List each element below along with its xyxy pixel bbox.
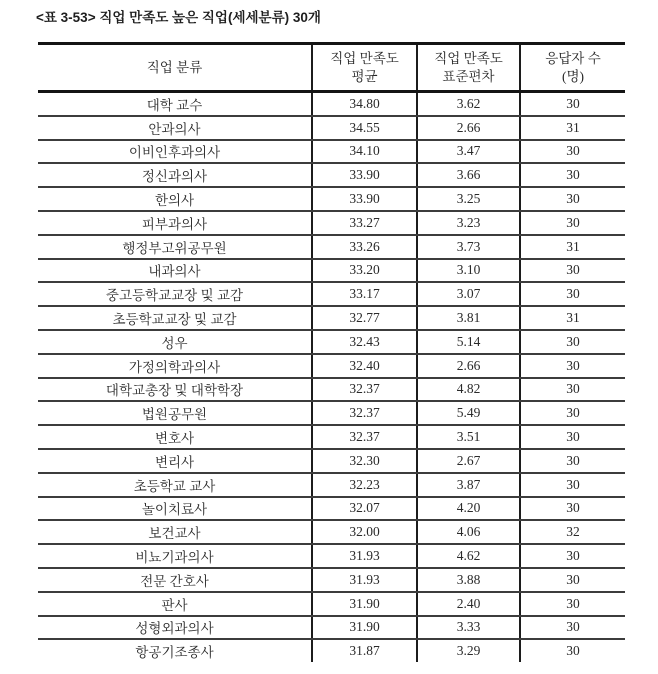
- respondents-cell: 30: [520, 259, 625, 283]
- table-row: [38, 163, 625, 187]
- mean-cell: 34.10: [312, 140, 417, 164]
- occupation-cell: 행정부고위공무원: [38, 235, 312, 259]
- occupation-cell: 놀이치료사: [38, 497, 312, 521]
- occupation-cell: 안과의사: [38, 116, 312, 140]
- table-row: [38, 259, 625, 283]
- stddev-cell: 5.49: [417, 401, 520, 425]
- respondents-cell: 30: [520, 92, 625, 116]
- stddev-cell: 3.81: [417, 306, 520, 330]
- mean-cell: 31.93: [312, 568, 417, 592]
- stddev-cell: 2.40: [417, 592, 520, 616]
- stddev-cell: 4.06: [417, 520, 520, 544]
- stddev-cell: 3.51: [417, 425, 520, 449]
- stddev-cell: 3.29: [417, 639, 520, 662]
- header-satisfaction-mean-line2: 평균: [351, 68, 378, 84]
- stddev-cell: 3.07: [417, 282, 520, 306]
- mean-cell: 32.23: [312, 473, 417, 497]
- mean-cell: 32.37: [312, 425, 417, 449]
- respondents-cell: 30: [520, 282, 625, 306]
- occupation-cell: 항공기조종사: [135, 645, 214, 661]
- respondents-cell: 32: [520, 520, 625, 544]
- occupation-cell: 판사: [38, 592, 312, 616]
- table-row: [38, 473, 625, 497]
- mean-cell: 31.90: [312, 592, 417, 616]
- mean-cell: 33.90: [312, 187, 417, 211]
- occupation-cell: 변리사: [38, 449, 312, 473]
- mean-cell: 33.17: [312, 282, 417, 306]
- table-row: [38, 140, 625, 164]
- table-row: [38, 520, 625, 544]
- respondents-cell: 30: [520, 378, 625, 402]
- mean-cell: 32.77: [312, 306, 417, 330]
- table-row: [38, 425, 625, 449]
- stddev-cell: 3.66: [417, 163, 520, 187]
- occupation-cell: 보건교사: [38, 520, 312, 544]
- header-satisfaction-mean: [312, 44, 417, 92]
- table-row: [38, 92, 625, 116]
- mean-cell: 32.37: [312, 378, 417, 402]
- table-row: [38, 497, 625, 521]
- respondents-cell: 30: [520, 187, 625, 211]
- stddev-cell: 3.87: [417, 473, 520, 497]
- respondents-cell: 30: [520, 401, 625, 425]
- occupation-cell: 중고등학교교장 및 교감: [38, 282, 312, 306]
- occupation-cell: 변호사: [38, 425, 312, 449]
- occupation-cell: 초등학교교장 및 교감: [38, 306, 312, 330]
- table-row: [38, 378, 625, 402]
- mean-cell: 34.55: [312, 116, 417, 140]
- table-row: [38, 616, 625, 640]
- stddev-cell: 5.14: [417, 330, 520, 354]
- respondents-cell: 30: [520, 449, 625, 473]
- stddev-cell: 3.33: [417, 616, 520, 640]
- header-respondents-line1: 응답자 수: [545, 50, 601, 66]
- table-row: [38, 282, 625, 306]
- mean-cell: 31.90: [312, 616, 417, 640]
- respondents-cell: 30: [520, 497, 625, 521]
- table-caption: <표 3-53> 직업 만족도 높은 직업(세세분류) 30개: [36, 10, 321, 25]
- occupation-cell: 정신과의사: [38, 163, 312, 187]
- respondents-cell: 30: [520, 163, 625, 187]
- mean-cell: 32.37: [312, 401, 417, 425]
- respondents-cell: 30: [520, 425, 625, 449]
- stddev-cell: 4.62: [417, 544, 520, 568]
- mean-cell: 32.00: [312, 520, 417, 544]
- table-row: [38, 592, 625, 616]
- header-satisfaction-stddev: [417, 44, 520, 92]
- occupation-cell: 성우: [38, 330, 312, 354]
- header-occupation: [38, 44, 312, 92]
- mean-cell: 34.80: [312, 92, 417, 116]
- header-respondents-line2: (명): [561, 68, 585, 84]
- occupation-cell: 대학교총장 및 대학학장: [38, 378, 312, 402]
- table-row: [38, 449, 625, 473]
- respondents-cell: 30: [520, 568, 625, 592]
- stddev-cell: 3.88: [417, 568, 520, 592]
- occupation-cell: 한의사: [38, 187, 312, 211]
- mean-cell: 33.27: [312, 211, 417, 235]
- stddev-cell: 3.25: [417, 187, 520, 211]
- header-satisfaction-stddev-line2: 표준편차: [442, 68, 495, 84]
- stddev-cell: 4.20: [417, 497, 520, 521]
- respondents-cell: 30: [520, 616, 625, 640]
- table-row: [38, 639, 625, 662]
- mean-cell: 32.40: [312, 354, 417, 378]
- table-row: [38, 235, 625, 259]
- mean-cell: 31.93: [312, 544, 417, 568]
- occupation-cell: 비뇨기과의사: [38, 544, 312, 568]
- occupation-cell: 내과의사: [38, 259, 312, 283]
- table-row: [38, 211, 625, 235]
- stddev-cell: 4.82: [417, 378, 520, 402]
- stddev-cell: 2.66: [417, 354, 520, 378]
- table-row: [38, 330, 625, 354]
- mean-cell: 33.90: [312, 163, 417, 187]
- table-body: [38, 92, 625, 663]
- table-row: [38, 401, 625, 425]
- respondents-cell: 31: [520, 116, 625, 140]
- mean-cell: 33.26: [312, 235, 417, 259]
- stddev-cell: 3.47: [417, 140, 520, 164]
- table-row: [38, 116, 625, 140]
- table-row: [38, 544, 625, 568]
- occupation-cell: 이비인후과의사: [38, 140, 312, 164]
- mean-cell: 32.43: [312, 330, 417, 354]
- mean-cell: 31.87: [312, 639, 417, 662]
- stddev-cell: 2.67: [417, 449, 520, 473]
- occupation-cell: 법원공무원: [38, 401, 312, 425]
- header-row: [38, 44, 625, 92]
- table-row: [38, 187, 625, 211]
- stddev-cell: 3.10: [417, 259, 520, 283]
- table-row: [38, 306, 625, 330]
- occupation-cell: 전문 간호사: [38, 568, 312, 592]
- respondents-cell: 31: [520, 235, 625, 259]
- stddev-cell: 2.66: [417, 116, 520, 140]
- header-respondents: [520, 44, 625, 92]
- respondents-cell: 30: [520, 592, 625, 616]
- mean-cell: 32.30: [312, 449, 417, 473]
- table-row: [38, 354, 625, 378]
- respondents-cell: 30: [520, 639, 625, 662]
- header-satisfaction-mean-line1: 직업 만족도: [330, 50, 399, 66]
- occupation-cell: 가정의학과의사: [38, 354, 312, 378]
- occupation-cell: 초등학교 교사: [38, 473, 312, 497]
- stddev-cell: 3.23: [417, 211, 520, 235]
- respondents-cell: 30: [520, 354, 625, 378]
- stddev-cell: 3.62: [417, 92, 520, 116]
- respondents-cell: 31: [520, 306, 625, 330]
- job-satisfaction-table: [38, 42, 625, 662]
- mean-cell: 33.20: [312, 259, 417, 283]
- respondents-cell: 30: [520, 140, 625, 164]
- occupation-cell: 피부과의사: [38, 211, 312, 235]
- mean-cell: 32.07: [312, 497, 417, 521]
- header-occupation-label: 직업 분류: [146, 59, 203, 75]
- stddev-cell: 3.73: [417, 235, 520, 259]
- respondents-cell: 30: [520, 330, 625, 354]
- respondents-cell: 30: [520, 544, 625, 568]
- occupation-cell: 대학 교수: [38, 92, 312, 116]
- respondents-cell: 30: [520, 211, 625, 235]
- occupation-cell: 성형외과의사: [38, 616, 312, 640]
- table-row: [38, 568, 625, 592]
- header-satisfaction-stddev-line1: 직업 만족도: [434, 50, 503, 66]
- respondents-cell: 30: [520, 473, 625, 497]
